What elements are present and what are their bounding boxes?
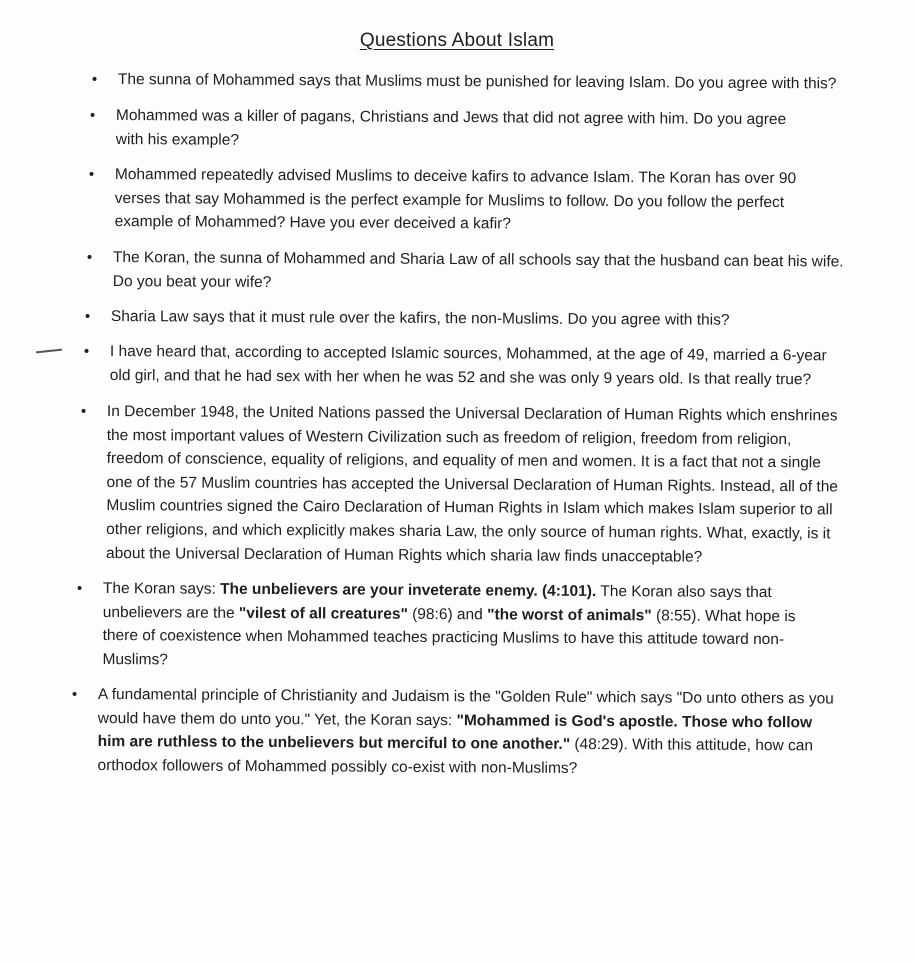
bullet-icon: •	[84, 307, 91, 325]
question-7	[80, 400, 847, 570]
bullet-icon: •	[80, 402, 87, 420]
bullet-icon: •	[89, 106, 96, 124]
question-2	[89, 104, 816, 155]
question-6	[83, 340, 850, 392]
question-text: Sharia Law says that it must rule over the kafirs, the non-Muslims. Do you agree with this?	[110, 307, 730, 329]
quote-bold: "the worst of animals"	[487, 605, 652, 624]
quote-bold: The unbelievers are your inveterate enemy. (4:101).	[220, 580, 597, 600]
question-4	[86, 246, 848, 298]
bullet-icon: •	[91, 70, 98, 88]
question-list	[0, 68, 914, 789]
question-text: In December 1948, the United Nations passed the Universal Declaration of Human Rights which enshrines the most important values of Western Civilization such as freedom of religion, freedom from religion, freedom of conscience, equality of religions, and equality of men and women. It is a fact that not a single one of the 57 Muslim countries has accepted the Universal Declaration of Human Rights. Instead, all of the Muslim countries signed the Cairo Declaration of Human Rights in Islam which makes Islam superior to all other religions, and which explicitly makes sharia Law, the only source of human rights. What, exactly, is it about the Universal Declaration of Human Rights which sharia law finds unacceptable?	[106, 402, 839, 565]
question-9	[71, 683, 838, 782]
question-text: The sunna of Mohammed says that Muslims must be punished for leaving Islam. Do you agree with this?	[117, 70, 837, 93]
question-text: Mohammed repeatedly advised Muslims to deceive kafirs to advance Islam. The Koran has over 90 verses that say Mohammed is the perfect example for Muslims to follow. Do you follow the perfect example of Mohammed? Have you ever deceived a kafir?	[114, 165, 797, 233]
question-3	[88, 163, 845, 238]
bullet-icon: •	[88, 165, 95, 183]
quote-bold: "Mohammed is God's apostle. Those who follow him are ruthless to the unbelievers but merciful to one another."	[97, 711, 813, 754]
bullet-icon: •	[76, 579, 83, 597]
bullet-icon: •	[71, 685, 78, 703]
page-title: Questions About Islam	[359, 30, 555, 51]
question-5	[84, 305, 851, 333]
question-text: The Koran says: The unbelievers are your inveterate enemy. (4:101). The Koran also says that unbelievers are the "vilest of all creatures" (98:6) and "the worst of animals" (8:55). What hope is there of coexistence when Mohammed teaches practicing Muslims to have this attitude toward non-Muslims?	[102, 579, 796, 668]
quote-bold: "vilest of all creatures"	[238, 604, 408, 623]
question-text: The Koran, the sunna of Mohammed and Sharia Law of all schools say that the husband can beat his wife. Do you beat your wife?	[112, 248, 844, 291]
question-text: A fundamental principle of Christianity and Judaism is the "Golden Rule" which says "Do unto others as you would have them do unto you." Yet, the Koran says: "Mohammed is God's apostle. Those who follow him are ruthless to the unbelievers but merciful to one another." (48:29). With this attitude, how can orthodox followers of Mohammed possibly co-exist with non-Muslims?	[97, 686, 834, 777]
bullet-icon: •	[83, 343, 90, 361]
question-1	[91, 68, 838, 96]
question-text: Mohammed was a killer of pagans, Christians and Jews that did not agree with him. Do you agree with his example?	[115, 106, 787, 148]
question-text: I have heard that, according to accepted Islamic sources, Mohammed, at the age of 49, married a 6-year old girl, and that he had sex with her when he was 52 and she was only 9 years old. Is that really true?	[109, 343, 827, 389]
question-8	[76, 577, 833, 676]
bullet-icon: •	[86, 248, 93, 266]
